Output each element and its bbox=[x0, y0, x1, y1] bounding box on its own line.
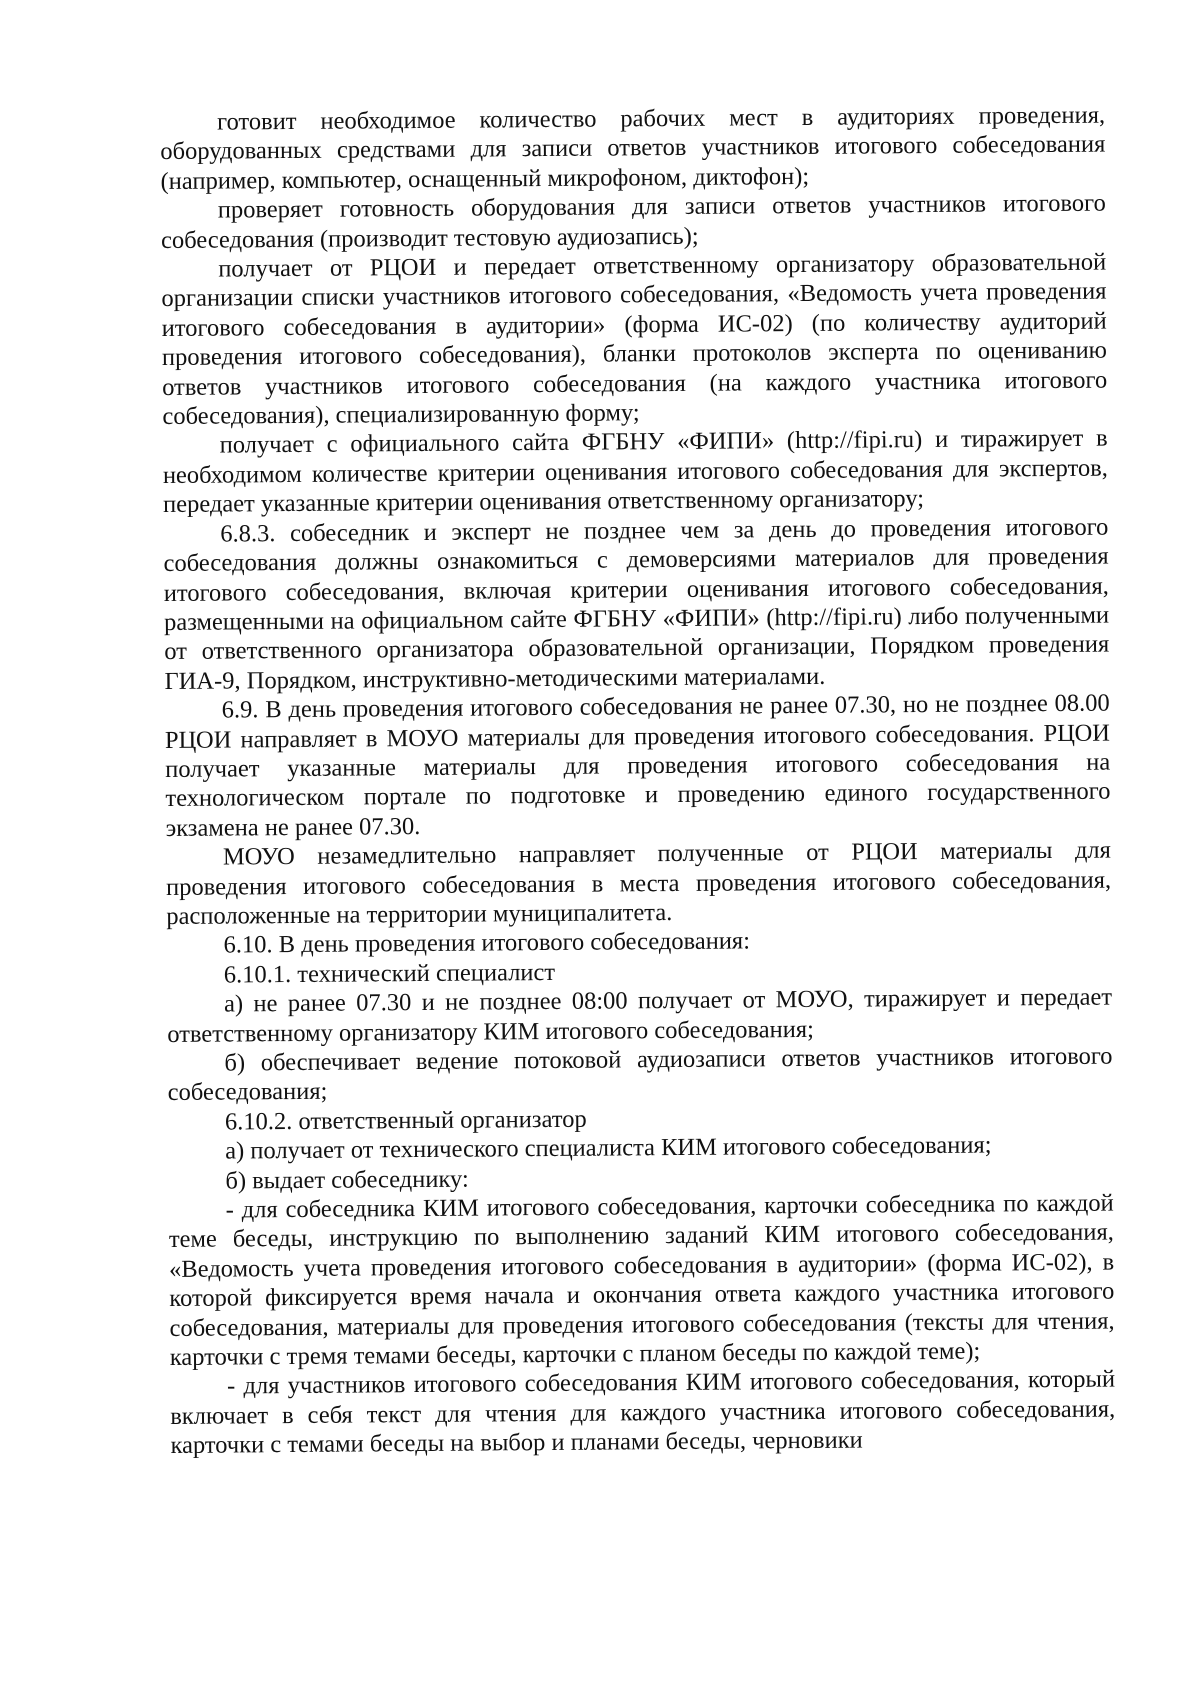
paragraph: проверяет готовность оборудования для записи ответов участников итогового собеседования (производит тестовую аудиозапись); bbox=[160, 189, 1106, 254]
paragraph: б) выдает собеседнику: bbox=[225, 1165, 469, 1195]
paragraph: МОУО незамедлительно направляет полученные от РЦОИ материалы для проведения итогового собеседования в места проведения итогового собеседования, расположенные на территории муниципалитета. bbox=[166, 836, 1112, 930]
paragraph: - для участников итогового собеседования КИМ итогового собеседования, который включает в себя текст для чтения для каждого участника итогового собеседования, карточки с темами беседы на выбор и планами беседы, черновики bbox=[170, 1366, 1116, 1460]
paragraph: - для собеседника КИМ итогового собеседования, карточки собеседника по каждой теме беседы, инструкцию по выполнению заданий КИМ итогового собеседования, «Ведомость учета проведения итогового собеседования в аудитории» (форма ИС-02), в которой фиксируется время начала и окончания ответа каждого участника итогового собеседования, материалы для проведения итогового собеседования (тексты для чтения, карточки с тремя темами беседы, карточки с планом беседы по каждой теме); bbox=[168, 1189, 1115, 1372]
paragraph: 6.9. В день проведения итогового собеседования не ранее 07.30, но не позднее 08.00 РЦОИ направляет в МОУО материалы для проведения итогового собеседования. РЦОИ получает указанные материалы для проведения итогового собеседования на технологическом портале по подготовке и проведению единого государственного экзамена не ранее 07.30. bbox=[164, 689, 1111, 842]
paragraph: а) получает от технического специалиста КИМ итогового собеседования; bbox=[225, 1131, 992, 1165]
paragraph: 6.10. В день проведения итогового собеседования: bbox=[223, 927, 751, 959]
document-page bbox=[160, 101, 1116, 1461]
paragraph: готовит необходимое количество рабочих мест в аудиториях проведения, оборудованных средствами для записи ответов участников итогового собеседования (например, компьютер, оснащенный микрофоном, диктофон); bbox=[160, 101, 1106, 195]
paragraph: получает от РЦОИ и передает ответственному организатору образовательной организации списки участников итогового собеседования, «Ведомость учета проведения итогового собеседования в аудитории» (форма ИС-02) (по количеству аудиторий проведения итогового собеседования), бланки протоколов эксперта по оцениванию ответов участников итогового собеседования (на каждого участника итогового собеседования), специализированную форму; bbox=[161, 248, 1108, 431]
paragraph: б) обеспечивает ведение потоковой аудиозаписи ответов участников итогового собеседования; bbox=[167, 1042, 1113, 1107]
paragraph: 6.10.1. технический специалист bbox=[223, 958, 556, 989]
paragraph: получает с официального сайта ФГБНУ «ФИПИ» (http://fipi.ru) и тиражирует в необходимом количестве критерии оценивания итогового собеседования для экспертов, передает указанные критерии оценивания ответственному организатору; bbox=[162, 425, 1108, 519]
paragraph: а) не ранее 07.30 и не позднее 08:00 получает от МОУО, тиражирует и передает ответственному организатору КИМ итогового собеседования; bbox=[167, 983, 1113, 1048]
paragraph: 6.10.2. ответственный организатор bbox=[224, 1105, 587, 1136]
paragraph: 6.8.3. собеседник и эксперт не позднее чем за день до проведения итогового собеседования должны ознакомиться с демоверсиями материалов для проведения итогового собеседования, включая критерии оценивания итогового собеседования, размещенными на официальном сайте ФГБНУ «ФИПИ» (http://fipi.ru) либо полученными от ответственного организатора образовательной организации, Порядком проведения ГИА-9, Порядком, инструктивно-методическими материалами. bbox=[163, 513, 1110, 695]
